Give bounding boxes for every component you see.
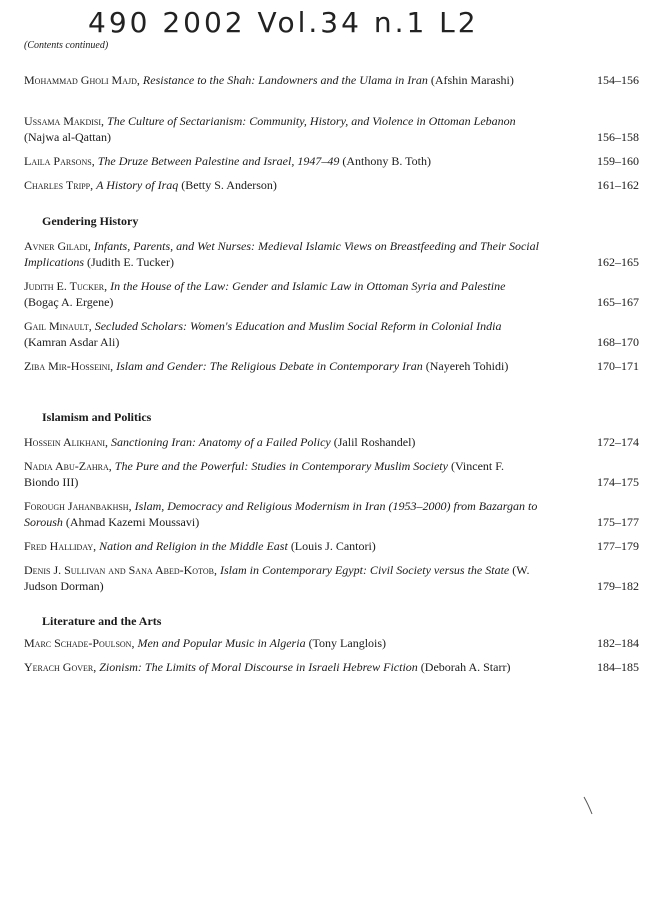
- entry-reviewer: (Judith E. Tucker): [87, 255, 174, 269]
- entry-author: Mohammad Gholi Majd: [24, 73, 137, 87]
- entry-author: Marc Schade-Poulson: [24, 636, 132, 650]
- entry-author: Nadia Abu-Zahra: [24, 459, 109, 473]
- entry-title: Resistance to the Shah: Landowners and the Ulama in Iran: [142, 73, 428, 87]
- entry-title: Secluded Scholars: Women's Education and Muslim Social Reform in Colonial India: [94, 319, 502, 333]
- entry-title: Infants, Parents, and Wet Nurses: Medieval Islamic Views on Breastfeeding and Their Social Implications: [24, 239, 539, 269]
- toc-entry: Forough Jahanbakhsh, Islam, Democracy and Religious Modernism in Iran (1953–2000) from Bazargan to Soroush (Ahmad Kazemi Moussavi) 175–177: [24, 499, 639, 529]
- toc-entry: Ussama Makdisi, The Culture of Sectarianism: Community, History, and Violence in Ottoman Lebanon (Najwa al-Qattan) 156–158: [24, 114, 639, 144]
- entry-author: Charles Tripp: [24, 178, 91, 192]
- section-heading: Gendering History: [42, 214, 139, 228]
- entry-title: The Culture of Sectarianism: Community, History, and Violence in Ottoman Lebanon: [107, 114, 516, 128]
- toc-entry: Judith E. Tucker, In the House of the Law: Gender and Islamic Law in Ottoman Syria and Palestine (Bogaç A. Ergene) 165–167: [24, 279, 639, 309]
- entry-pages: 177–179: [597, 539, 639, 553]
- entry-author: Avner Giladi: [24, 239, 88, 253]
- entry-reviewer: (Louis J. Cantori): [290, 539, 376, 553]
- entry-reviewer: (Kamran Asdar Ali): [24, 335, 120, 349]
- entry-reviewer: (W. Judson Dorman): [24, 563, 530, 593]
- entry-author: Hossein Alikhani: [24, 435, 105, 449]
- entry-reviewer: (Deborah A. Starr): [420, 660, 511, 674]
- entry-pages: 172–174: [597, 435, 639, 449]
- entry-title: Nation and Religion in the Middle East: [99, 539, 288, 553]
- entry-author: Fred Halliday: [24, 539, 94, 553]
- section-heading: Islamism and Politics: [42, 410, 152, 424]
- entry-pages: 184–185: [597, 660, 639, 674]
- entry-pages: 179–182: [597, 579, 639, 593]
- entry-pages: 170–171: [597, 359, 639, 373]
- toc-entry: Laila Parsons, The Druze Between Palestine and Israel, 1947–49 (Anthony B. Toth) 159–160: [24, 154, 639, 168]
- entry-reviewer: (Anthony B. Toth): [342, 154, 431, 168]
- entry-title: The Druze Between Palestine and Israel, 1947–49: [97, 154, 340, 168]
- entry-pages: 175–177: [597, 515, 639, 529]
- toc-entry: Ziba Mir-Hosseini, Islam and Gender: The Religious Debate in Contemporary Iran (Nayereh Tohidi) 170–171: [24, 359, 639, 373]
- entry-reviewer: (Bogaç A. Ergene): [24, 295, 114, 309]
- entry-reviewer: (Tony Langlois): [308, 636, 387, 650]
- entry-pages: 182–184: [597, 636, 639, 650]
- entry-pages: 159–160: [597, 154, 639, 168]
- entry-title: Islam and Gender: The Religious Debate in Contemporary Iran: [116, 359, 423, 373]
- section-heading: Literature and the Arts: [42, 614, 162, 628]
- entry-pages: 168–170: [597, 335, 639, 349]
- toc-entry: Yerach Gover, Zionism: The Limits of Moral Discourse in Israeli Hebrew Fiction (Deborah A. Starr) 184–185: [24, 660, 639, 674]
- entry-title: Zionism: The Limits of Moral Discourse in Israeli Hebrew Fiction: [99, 660, 418, 674]
- pencil-mark-icon: [581, 796, 595, 816]
- entry-pages: 156–158: [597, 130, 639, 144]
- entry-author: Judith E. Tucker: [24, 279, 105, 293]
- entry-reviewer: (Vincent F. Biondo III): [24, 459, 504, 489]
- toc-entry: Fred Halliday, Nation and Religion in the Middle East (Louis J. Cantori) 177–179: [24, 539, 639, 553]
- toc-entry: Nadia Abu-Zahra, The Pure and the Powerful: Studies in Contemporary Muslim Society (Vincent F. Biondo III) 174–175: [24, 459, 639, 489]
- entry-reviewer: (Jalil Roshandel): [333, 435, 416, 449]
- entry-title: Sanctioning Iran: Anatomy of a Failed Policy: [111, 435, 331, 449]
- entry-pages: 161–162: [597, 178, 639, 192]
- entry-author: Yerach Gover: [24, 660, 94, 674]
- entry-pages: 165–167: [597, 295, 639, 309]
- toc-entry: Marc Schade-Poulson, Men and Popular Music in Algeria (Tony Langlois) 182–184: [24, 636, 639, 650]
- handwritten-note: 490 2002 Vol.34 n.1 L2: [88, 6, 479, 39]
- entry-author: Ziba Mir-Hosseini: [24, 359, 111, 373]
- entry-title: Islam in Contemporary Egypt: Civil Society versus the State: [219, 563, 510, 577]
- entry-title: Men and Popular Music in Algeria: [137, 636, 306, 650]
- contents-continued-label: (Contents continued): [24, 40, 109, 51]
- entry-title: A History of Iraq: [96, 178, 179, 192]
- entry-reviewer: (Betty S. Anderson): [181, 178, 277, 192]
- toc-entry: Mohammad Gholi Majd, Resistance to the Shah: Landowners and the Ulama in Iran (Afshin Marashi) 154–156: [24, 73, 639, 87]
- entry-reviewer: (Ahmad Kazemi Moussavi): [65, 515, 200, 529]
- entry-reviewer: (Nayereh Tohidi): [425, 359, 509, 373]
- entry-reviewer: (Najwa al-Qattan): [24, 130, 111, 144]
- entry-pages: 154–156: [597, 73, 639, 87]
- toc-entry: Gail Minault, Secluded Scholars: Women's Education and Muslim Social Reform in Colonial India (Kamran Asdar Ali) 168–170: [24, 319, 639, 349]
- entry-author: Denis J. Sullivan and Sana Abed-Kotob: [24, 563, 214, 577]
- entry-pages: 162–165: [597, 255, 639, 269]
- entry-title: Islam, Democracy and Religious Modernism in Iran (1953–2000) from Bazargan to Soroush: [24, 499, 538, 529]
- entry-author: Ussama Makdisi: [24, 114, 102, 128]
- entry-author: Forough Jahanbakhsh: [24, 499, 129, 513]
- entry-title: The Pure and the Powerful: Studies in Contemporary Muslim Society: [114, 459, 448, 473]
- entry-author: Laila Parsons: [24, 154, 92, 168]
- entry-pages: 174–175: [597, 475, 639, 489]
- toc-entry: Charles Tripp, A History of Iraq (Betty S. Anderson) 161–162: [24, 178, 639, 192]
- toc-entry: Avner Giladi, Infants, Parents, and Wet Nurses: Medieval Islamic Views on Breastfeeding and Their Social Implications (Judith E. Tucker) 162–165: [24, 239, 639, 269]
- toc-entry: Denis J. Sullivan and Sana Abed-Kotob, Islam in Contemporary Egypt: Civil Society versus the State (W. Judson Dorman) 179–182: [24, 563, 639, 593]
- entry-title: In the House of the Law: Gender and Islamic Law in Ottoman Syria and Palestine: [110, 279, 506, 293]
- entry-reviewer: (Afshin Marashi): [430, 73, 514, 87]
- toc-entry: Hossein Alikhani, Sanctioning Iran: Anatomy of a Failed Policy (Jalil Roshandel) 172–174: [24, 435, 639, 449]
- entry-author: Gail Minault: [24, 319, 89, 333]
